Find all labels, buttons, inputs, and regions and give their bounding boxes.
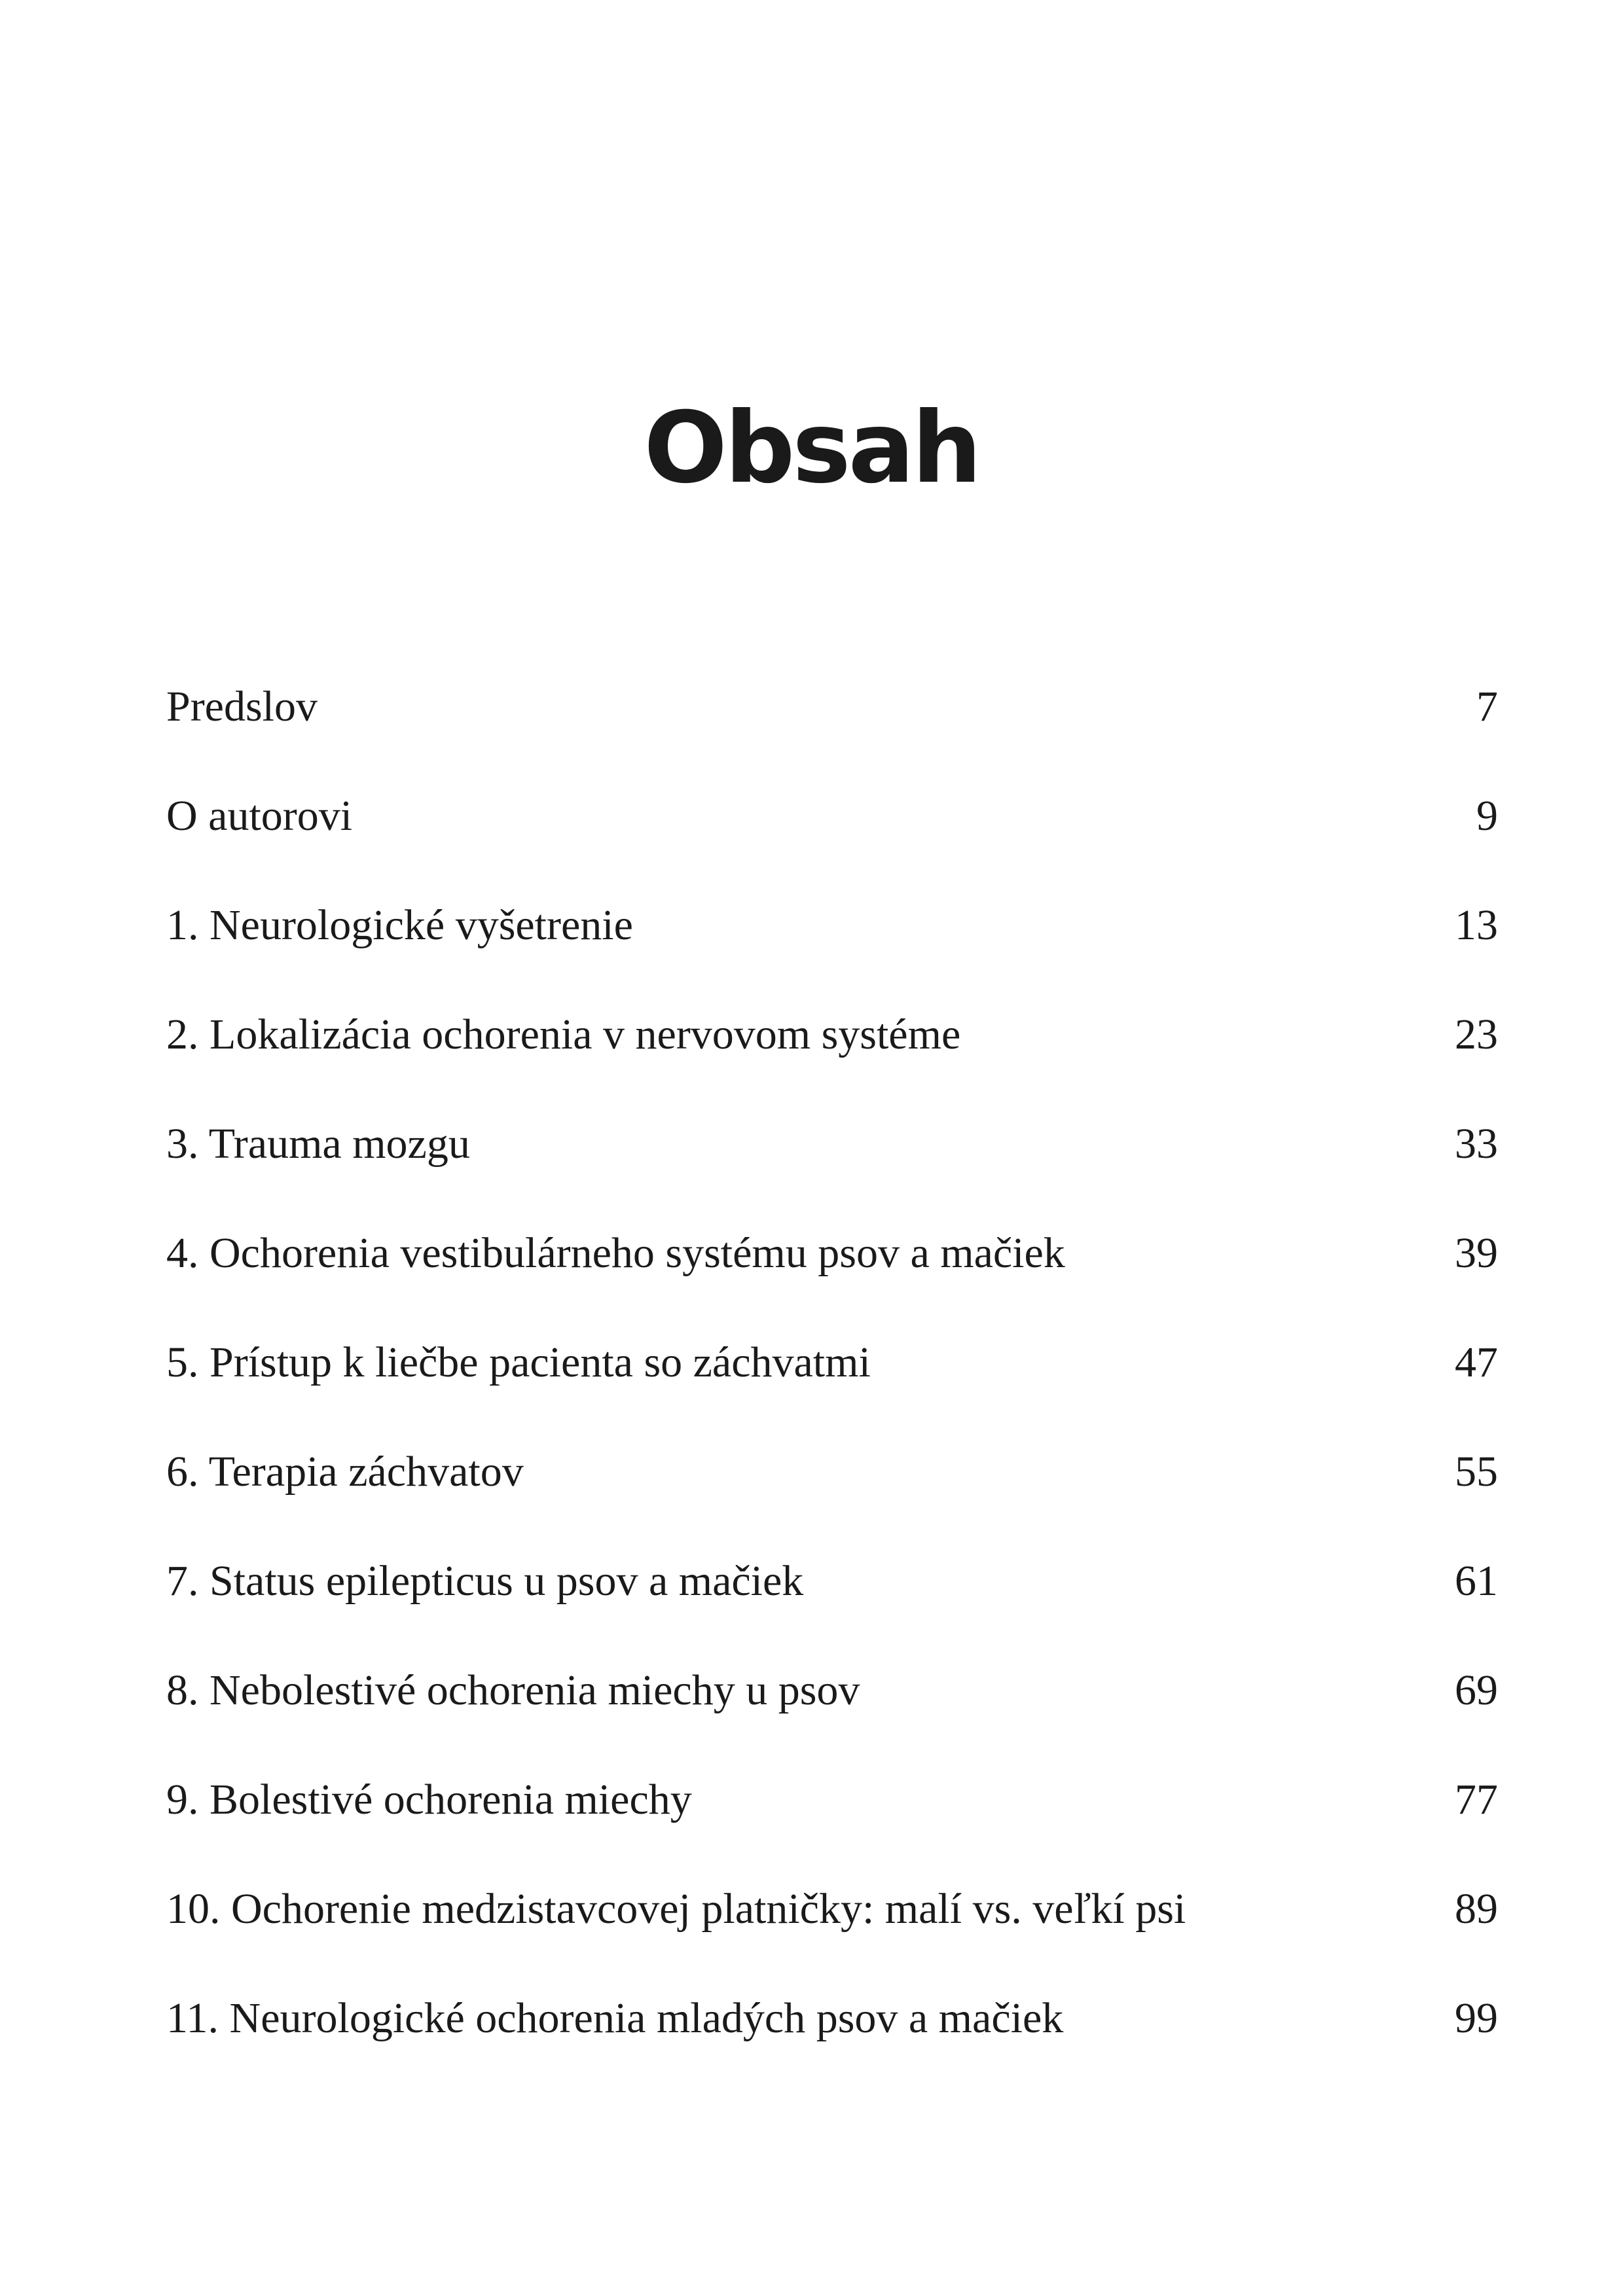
toc-entry-page: 33 (1455, 1120, 1498, 1168)
toc-entry (166, 655, 1498, 764)
toc-entry-page: 7 (1476, 683, 1498, 730)
toc-entry-page: 39 (1455, 1229, 1498, 1277)
toc-entry-label: 10. Ochorenie medzistavcovej platničky: malí vs. veľkí psi (166, 1885, 1186, 1933)
toc-entry-label: 8. Nebolestivé ochorenia miechy u psov (166, 1666, 860, 1714)
toc-entry-page: 61 (1455, 1557, 1498, 1605)
table-of-contents (166, 655, 1498, 2075)
toc-entry-label: Predslov (166, 683, 318, 730)
toc-entry-page: 47 (1455, 1338, 1498, 1386)
toc-entry (166, 1420, 1498, 1529)
toc-entry (166, 1748, 1498, 1857)
toc-entry-page: 9 (1476, 792, 1498, 840)
toc-entry (166, 1201, 1498, 1310)
toc-entry-page: 99 (1455, 1994, 1498, 2042)
toc-entry-label: 9. Bolestivé ochorenia miechy (166, 1776, 692, 1823)
toc-entry (166, 1638, 1498, 1748)
page-title: Obsah (644, 391, 979, 505)
toc-entry-label: O autorovi (166, 792, 353, 840)
toc-entry-label: 2. Lokalizácia ochorenia v nervovom systéme (166, 1011, 961, 1058)
toc-entry (166, 1529, 1498, 1638)
toc-entry (166, 1966, 1498, 2075)
toc-entry-page: 55 (1455, 1448, 1498, 1496)
toc-entry (166, 873, 1498, 982)
toc-entry-page: 89 (1455, 1885, 1498, 1933)
toc-entry-label: 11. Neurologické ochorenia mladých psov a mačiek (166, 1994, 1064, 2042)
toc-entry-page: 69 (1455, 1666, 1498, 1714)
toc-entry-label: 6. Terapia záchvatov (166, 1448, 524, 1496)
toc-entry-label: 1. Neurologické vyšetrenie (166, 901, 633, 949)
toc-entry-label: 7. Status epilepticus u psov a mačiek (166, 1557, 804, 1605)
toc-entry-label: 3. Trauma mozgu (166, 1120, 470, 1168)
toc-entry (166, 764, 1498, 873)
toc-entry-page: 77 (1455, 1776, 1498, 1823)
toc-entry-label: 4. Ochorenia vestibulárneho systému psov a mačiek (166, 1229, 1065, 1277)
toc-entry (166, 982, 1498, 1092)
toc-entry-page: 13 (1455, 901, 1498, 949)
toc-entry (166, 1857, 1498, 1966)
toc-entry-page: 23 (1455, 1011, 1498, 1058)
toc-entry-label: 5. Prístup k liečbe pacienta so záchvatmi (166, 1338, 871, 1386)
toc-entry (166, 1310, 1498, 1420)
toc-entry (166, 1092, 1498, 1201)
